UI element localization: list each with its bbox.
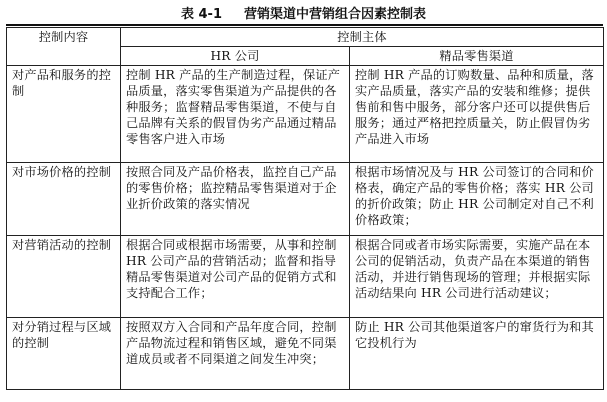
row-label: 对分销过程与区域的控制 [7, 318, 121, 390]
table-caption [0, 3, 607, 22]
table-title: 营销渠道中营销组合因素控制表 [244, 7, 427, 22]
header-control-content: 控制内容 [7, 28, 121, 66]
row-label: 对市场价格的控制 [7, 163, 121, 236]
cell-hr: 根据合同或根据市场需要，从事和控制 HR 公司产品的营销活动；监督和指导精品零售渠道对公司产品的促销方式和支持配合工作； [121, 236, 350, 318]
header-retail-channel: 精品零售渠道 [350, 47, 604, 66]
control-table [6, 27, 604, 390]
table-row [7, 318, 604, 390]
table-number: 表 4-1 [180, 7, 222, 22]
cell-hr: 控制 HR 产品的生产制造过程，保证产品质量，落实零售渠道为产品提供的各种服务；监督精品零售渠道，不使与自己品牌有关系的假冒伪劣产品通过精品零售客户进入市场 [121, 66, 350, 163]
cell-retail: 根据合同或者市场实际需要，实施产品在本公司的促销活动，负责产品在本渠道的销售活动，并进行销售现场的管理；并根据实际活动结果向 HR 公司进行活动建议； [350, 236, 604, 318]
table-row [7, 236, 604, 318]
cell-retail: 防止 HR 公司其他渠道客户的窜货行为和其它投机行为 [350, 318, 604, 390]
header-hr-company: HR 公司 [121, 47, 350, 66]
table-row [7, 66, 604, 163]
top-rule [6, 24, 603, 26]
row-label: 对产品和服务的控制 [7, 66, 121, 163]
cell-retail: 根据市场情况及与 HR 公司签订的合同和价格表，确定产品的零售价格；落实 HR 公司的折价政策；防止 HR 公司制定对自己不利价格政策； [350, 163, 604, 236]
header-control-subject: 控制主体 [121, 28, 604, 47]
cell-hr: 按照双方入合同和产品年度合同，控制产品物流过程和销售区域，避免不同渠道成员或者不同渠道之间发生冲突； [121, 318, 350, 390]
row-label: 对营销活动的控制 [7, 236, 121, 318]
cell-retail: 控制 HR 产品的订购数量、品种和质量，落实产品质量，落实产品的安装和维修；提供售前和售中服务，部分客户还可以提供售后服务；通过严格把控质量关，防止假冒伪劣产品进入市场 [350, 66, 604, 163]
table-row [7, 163, 604, 236]
cell-hr: 按照合同及产品价格表，监控自己产品的零售价格；监控精品零售渠道对于企业折价政策的落实情况 [121, 163, 350, 236]
